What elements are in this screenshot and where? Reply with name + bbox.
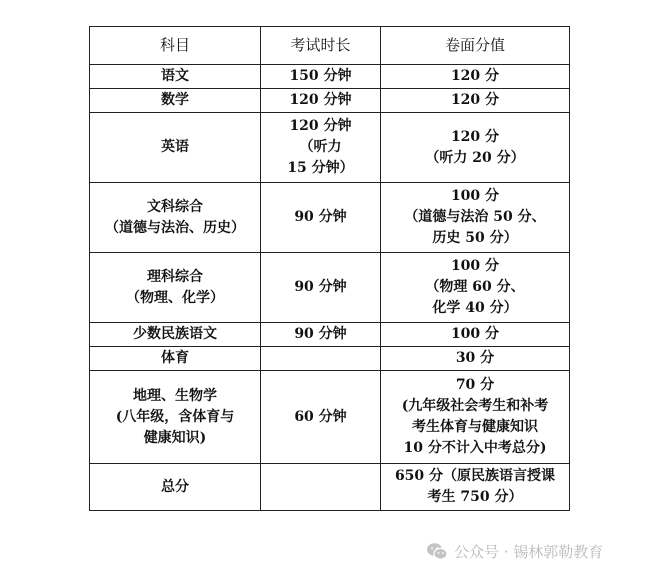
score-table <box>89 26 570 511</box>
subject-cell <box>90 113 261 183</box>
score-text: 化学 40 分） <box>432 300 518 316</box>
score-text: （道德与法治 50 分、 <box>404 209 546 225</box>
subject-text: 数学 <box>161 92 189 108</box>
subject-text: （物理、化学） <box>126 289 224 306</box>
subject-text: (八年级，含体育与 <box>115 408 235 425</box>
duration-cell <box>261 347 381 371</box>
subject-text: 健康知识) <box>143 429 207 446</box>
duration-cell <box>261 253 381 323</box>
table-row <box>90 183 570 253</box>
score-text: 100 分 <box>450 258 500 274</box>
header-subject: 科目 <box>90 27 261 65</box>
score-text: 120 分 <box>450 92 500 108</box>
subject-cell <box>90 89 261 113</box>
duration-text: 150 分钟 <box>289 68 352 84</box>
duration-text: 15 分钟） <box>287 160 354 176</box>
duration-cell <box>261 113 381 183</box>
header-row <box>90 27 570 65</box>
watermark <box>426 541 603 562</box>
subject-cell <box>90 371 261 464</box>
score-text: 120 分 <box>450 68 500 84</box>
table-body <box>90 65 570 511</box>
subject-cell <box>90 323 261 347</box>
subject-text: 总分 <box>161 478 189 495</box>
header-score: 卷面分值 <box>381 27 570 65</box>
score-text: 100 分 <box>450 188 500 204</box>
duration-text: 120 分钟 <box>289 92 352 108</box>
score-text: 100 分 <box>450 326 500 342</box>
score-text: 650 分（原民族语言授课 <box>394 468 556 484</box>
table-row <box>90 113 570 183</box>
table-row <box>90 371 570 464</box>
score-text: (九年级社会考生和补考 <box>401 398 549 414</box>
duration-text: 120 分钟 <box>289 118 352 134</box>
duration-text: （听力 <box>299 139 342 155</box>
table-row <box>90 89 570 113</box>
score-text: （听力 20 分） <box>425 149 525 166</box>
table-row <box>90 323 570 347</box>
score-cell <box>381 183 570 253</box>
duration-cell <box>261 371 381 464</box>
score-text: （物理 60 分、 <box>425 279 525 295</box>
score-cell <box>381 371 570 464</box>
subject-text: 少数民族语文 <box>133 326 217 342</box>
score-cell <box>381 347 570 371</box>
subject-cell <box>90 464 261 511</box>
duration-text: 90 分钟 <box>294 326 347 342</box>
score-text: 70 分 <box>455 377 495 393</box>
table-row <box>90 253 570 323</box>
header-duration: 考试时长 <box>261 27 381 65</box>
score-text: 30 分 <box>455 350 495 366</box>
subject-text: 语文 <box>161 68 189 84</box>
subject-text: 文科综合 <box>147 198 203 215</box>
duration-text: 90 分钟 <box>294 279 347 295</box>
subject-text: 英语 <box>161 139 189 155</box>
subject-cell <box>90 183 261 253</box>
duration-text: 60 分钟 <box>294 408 347 425</box>
subject-text: 理科综合 <box>147 268 203 285</box>
duration-cell <box>261 464 381 511</box>
duration-text: 90 分钟 <box>294 209 347 225</box>
score-text: 120 分 <box>450 128 500 145</box>
subject-text: （道德与法治、历史） <box>105 219 245 236</box>
subject-cell <box>90 253 261 323</box>
score-cell <box>381 464 570 511</box>
score-text: 历史 50 分） <box>432 230 518 246</box>
duration-cell <box>261 323 381 347</box>
subject-cell <box>90 65 261 89</box>
subject-text: 体育 <box>161 350 189 366</box>
duration-cell <box>261 183 381 253</box>
score-cell <box>381 65 570 89</box>
score-text: 考生体育与健康知识 <box>412 419 538 435</box>
score-text: 10 分不计入中考总分) <box>403 440 547 456</box>
duration-cell <box>261 89 381 113</box>
duration-cell <box>261 65 381 89</box>
score-cell <box>381 323 570 347</box>
score-text: 考生 750 分） <box>427 489 523 505</box>
wechat-icon <box>426 542 448 561</box>
watermark-text: 公众号 · 锡林郭勒教育 <box>454 543 604 561</box>
score-cell <box>381 113 570 183</box>
subject-cell <box>90 347 261 371</box>
score-cell <box>381 89 570 113</box>
table-row <box>90 464 570 511</box>
table-row <box>90 347 570 371</box>
table-row <box>90 65 570 89</box>
score-cell <box>381 253 570 323</box>
subject-text: 地理、生物学 <box>133 387 217 404</box>
